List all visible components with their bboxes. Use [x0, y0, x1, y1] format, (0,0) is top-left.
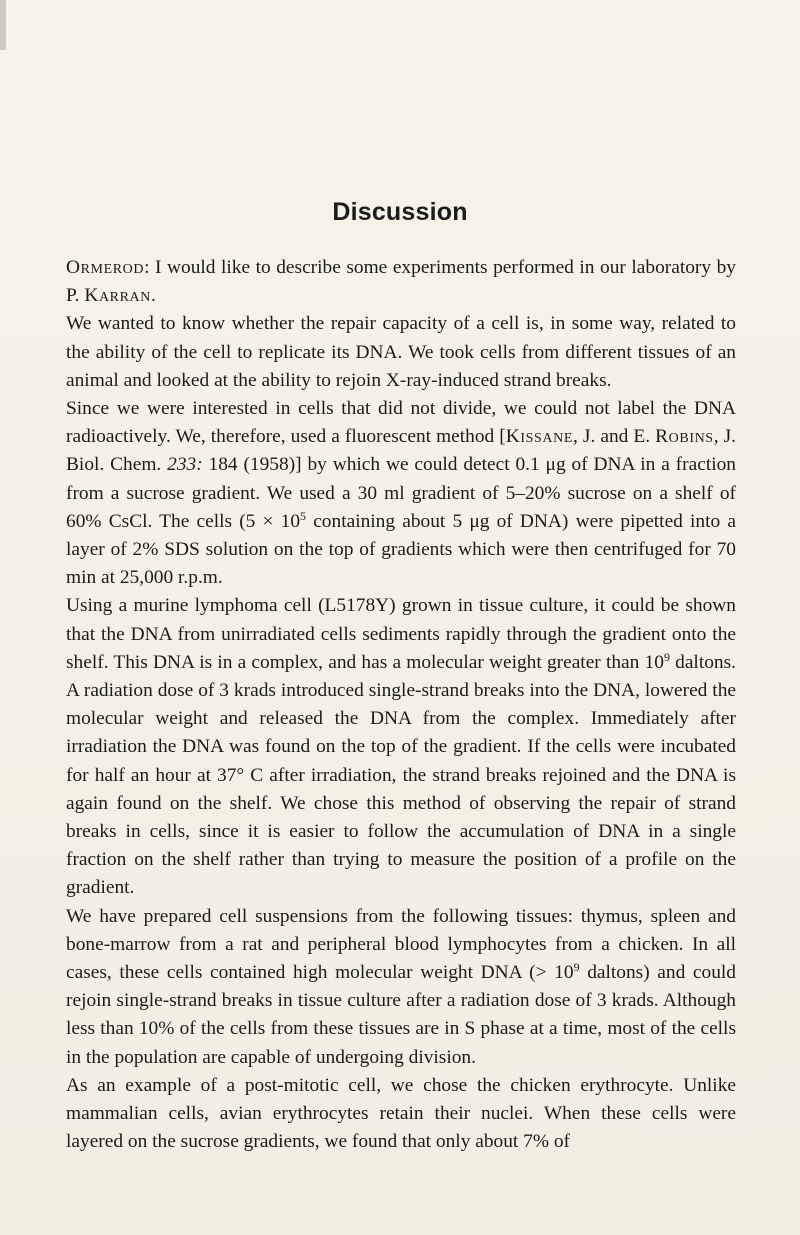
paragraph-2: We wanted to know whether the repair capacity of a cell is, in some way, related to the ability of the cell to replicate its DNA. We took cells from different tissues of an animal and looked at the ability to rejoin X-ray-induced strand breaks.: [66, 313, 736, 391]
citation-volume: 233:: [167, 454, 203, 476]
paragraph-4: [66, 592, 736, 902]
paragraph-5-post: daltons) and could rejoin single-strand breaks in tissue culture after a radiation dose of 3 krads. Although less than 10% of the cells from these tissues are in S phase at a time, most of the cells in the population are capable of undergoing division.: [66, 962, 737, 1068]
speaker-name: Ormerod: [66, 257, 145, 278]
paragraph-6: As an example of a post-mitotic cell, we chose the chicken erythrocyte. Unlike mammalian cells, avian erythrocytes retain their nuclei. When these cells were layered on the sucrose gradients, we found that only about 7% of: [66, 1074, 736, 1153]
paragraph-4-pre: Using a murine lymphoma cell (L5178Y) grown in tissue culture, it could be shown that the DNA from unirradiated cells sediments rapidly through the gradient onto the shelf. This DNA is in a complex, and has a molecular weight greater than 10: [66, 595, 736, 673]
citation-author-1: Kissane: [505, 426, 573, 448]
person-name: Karran: [84, 285, 151, 307]
paragraph-3-mid1: , J. and E.: [572, 426, 656, 448]
paragraph-3-post: 184 (1958)] by which we could detect 0.1 μg of DNA in a fraction from a sucrose gradient. We used a 30 ml gradient of 5–20% sucrose on a shelf of 60% CsCl. The cells (5 × 10: [66, 454, 736, 532]
exponent: 5: [300, 508, 307, 523]
paragraph-1-tail: .: [150, 285, 156, 307]
paragraph-1: [66, 254, 736, 310]
section-heading: Discussion: [332, 198, 468, 226]
paragraph-5: [66, 903, 736, 1072]
paragraph-3-post2: containing about 5 μg of DNA) were pipetted into a layer of 2% SDS solution on the top of gradients which were then centrifuged for 70 min at 25,000 r.p.m.: [66, 510, 736, 589]
discussion-body: [66, 254, 736, 1157]
paragraph-3-mid2: , J. Biol. Chem.: [66, 426, 736, 476]
paragraph-5-pre: We have prepared cell suspensions from the following tissues: thymus, spleen and bone-marrow from a rat and peripheral blood lymphocytes from a chicken. In all cases, these cells contained high molecular weight DNA (> 10: [66, 905, 736, 984]
paragraph-3: [66, 395, 736, 592]
paragraph-3-pre: Since we were interested in cells that did not divide, we could not label the DNA radioactively. We, therefore, used a fluorescent method [: [66, 398, 736, 448]
citation-author-2: Robins: [655, 426, 714, 448]
paragraph-4-post: daltons. A radiation dose of 3 krads introduced single-strand breaks into the DNA, lowered the molecular weight and released the DNA from the complex. Immediately after irradiation the DNA was found on the top of the gradient. If the cells were incubated for half an hour at 37° C after irradiation, the strand breaks rejoined and the DNA is again found on the shelf. We chose this method of observing the repair of strand breaks in cells, since it is easier to follow the accumulation of DNA in a single fraction on the shelf rather than trying to measure the position of a profile on the gradient.: [66, 651, 736, 899]
exponent: 9: [573, 960, 580, 975]
page-edge-shadow: [0, 0, 6, 50]
exponent: 9: [663, 649, 670, 664]
paragraph-1-text: : I would like to describe some experiments performed in our laboratory by P.: [66, 257, 736, 307]
